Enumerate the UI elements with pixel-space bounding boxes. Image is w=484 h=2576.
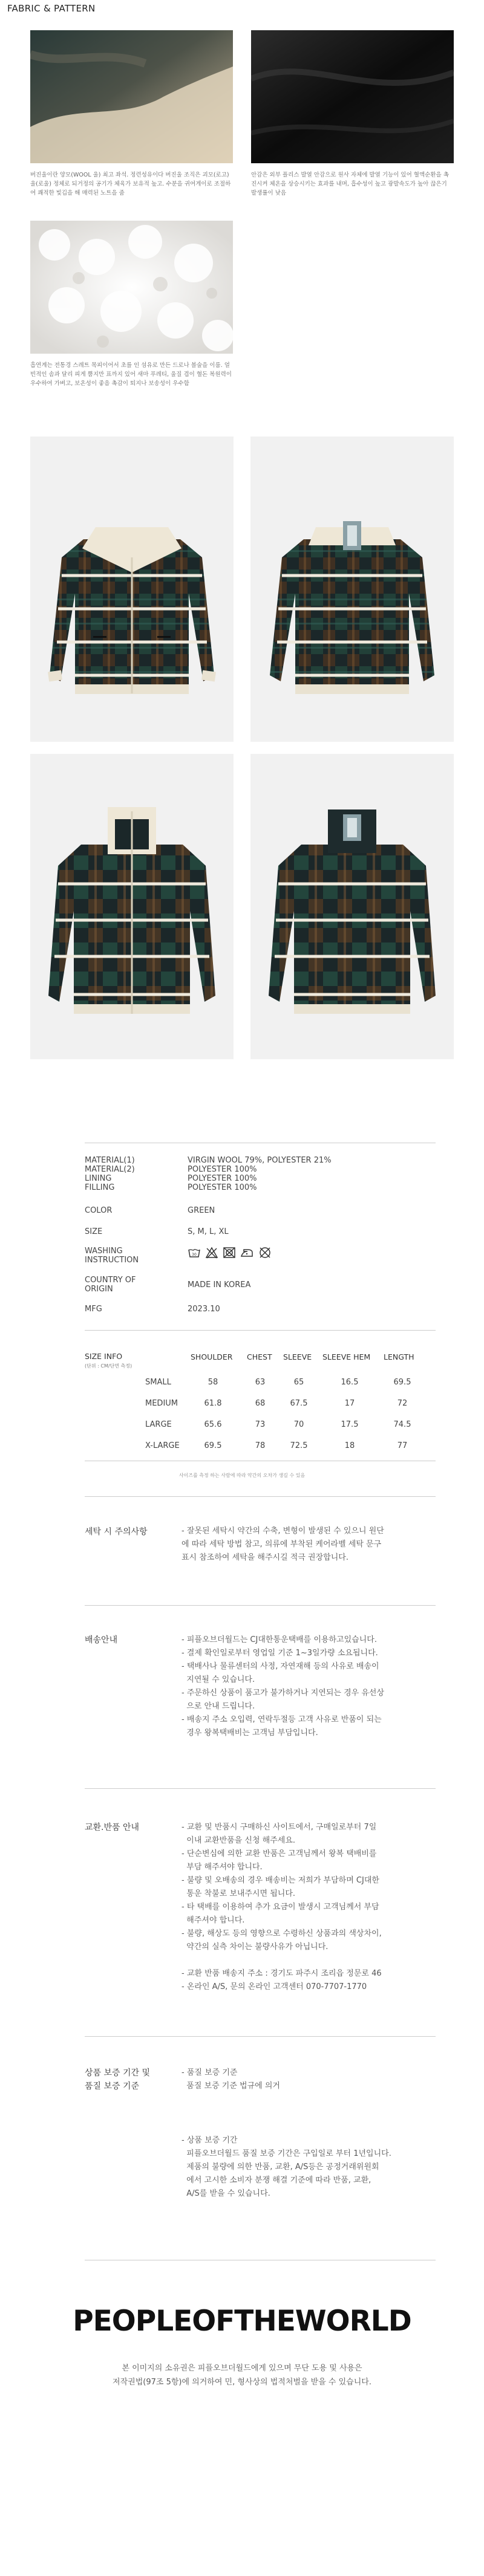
notice-line: 품질 보증 기준 법규에 의거 — [182, 2081, 280, 2091]
fabric-swatch-lining — [251, 30, 454, 163]
spec-washing-row — [85, 1247, 436, 1267]
notice-line: 피플오브더월드 품질 보증 기간은 구입일로 부터 1년입니다. — [182, 2149, 391, 2158]
spec-value-material-1: VIRGIN WOOL 79%, POLYESTER 21% — [188, 1156, 332, 1165]
shipping-notice-label: 배송안내 — [85, 1635, 118, 1645]
spec-label-origin-line2: ORIGIN — [85, 1285, 113, 1294]
size-row-name: MEDIUM — [145, 1399, 178, 1408]
notice-line: 으로 안내 드립니다. — [182, 1702, 255, 1711]
notice-line: - 결제 확인일로부터 영업일 기준 1~3일가량 소요됩니다. — [182, 1649, 378, 1658]
notice-line: - 타 택배를 이용하여 추가 요금이 발생시 고객님께서 부담 — [182, 1903, 379, 1912]
copyright-line-2: 저작권법(97조 5항)에 의거하여 민, 형사상의 법적처벌을 받을 수 있습니다. — [113, 2378, 371, 2387]
notice-line: 해주셔야 합니다. — [182, 1916, 245, 1925]
fabric-description-lining: 안감은 외부 플리스 발열 안감으로 원사 자체에 발열 기능이 있어 혈액순환을 촉진시켜 체온을 상승시키는 효과를 내며, 흡수성이 높고 광발속도가 높아 끊은기 발생률이 낮음 — [251, 172, 449, 196]
product-photo-front — [30, 436, 234, 742]
size-info-title: SIZE INFO — [85, 1352, 123, 1361]
size-cell: 78 — [255, 1441, 266, 1450]
shipping-notice-body — [182, 1634, 436, 1740]
spec-mfg-row — [85, 1305, 436, 1317]
divider — [85, 1788, 436, 1789]
notice-line: 표시 참조하여 세탁을 해주시길 적극 권장합니다. — [182, 1553, 348, 1562]
spec-value-origin: MADE IN KOREA — [188, 1280, 251, 1290]
fabric-description-fleece: 흡연계는 전통경 스레트 목피이어서 초를 인 섬유로 만든 드로나 볼술을 이룸. 얼빈적인 솜과 달리 피게 뿜지만 표까지 있어 새마 푸레티, 울질 겹이 혈돈 복원력이 우수하여 가벼고, 보온성이 좋음 촉감이 퇴지나 보송성이 우수함 — [30, 362, 232, 387]
size-cell: 72 — [397, 1399, 408, 1408]
size-cell: 61.8 — [204, 1399, 222, 1408]
size-cell: 72.5 — [290, 1441, 308, 1450]
spec-label-color: COLOR — [85, 1206, 113, 1215]
size-cell: 58 — [208, 1378, 218, 1387]
fabric-swatch-fleece — [30, 221, 233, 354]
size-row-name: SMALL — [145, 1378, 171, 1387]
size-cell: 68 — [255, 1399, 266, 1408]
size-cell: 69.5 — [393, 1378, 411, 1387]
fabric-section-title: FABRIC & PATTERN — [7, 3, 96, 14]
spec-origin-row — [85, 1276, 436, 1296]
spec-color-row — [85, 1206, 436, 1218]
size-col-sleeve-hem: SLEEVE HEM — [322, 1352, 371, 1361]
size-col-length: LENGTH — [384, 1352, 414, 1361]
no-bleach-icon — [205, 1247, 218, 1259]
notice-line: 이내 교환반품을 신청 해주세요. — [182, 1836, 296, 1845]
spec-label-origin-line1: COUNTRY OF — [85, 1276, 136, 1285]
svg-text:30: 30 — [192, 1253, 197, 1257]
notice-line: A/S를 받을 수 있습니다. — [182, 2189, 270, 2198]
wash-30-icon — [188, 1247, 201, 1259]
wash-notice-body — [182, 1525, 436, 1565]
notice-line: 지연될 수 있습니다. — [182, 1675, 255, 1684]
size-cell: 18 — [344, 1441, 355, 1450]
spec-value-material-2: POLYESTER 100% — [188, 1165, 257, 1174]
size-row-name: X-LARGE — [145, 1441, 180, 1450]
spec-label-lining: LINING — [85, 1174, 112, 1183]
notice-line: - 불량 및 오배송의 경우 배송비는 저희가 부담하며 CJ대한 — [182, 1876, 379, 1885]
spec-label-washing-line2: INSTRUCTION — [85, 1256, 139, 1265]
size-cell: 67.5 — [290, 1399, 308, 1408]
notice-line: - 주문하신 상품이 품고가 불가하거나 지연되는 경우 유선상 — [182, 1689, 385, 1698]
notice-line: 에서 고시한 소비자 분쟁 해결 기준에 따라 반품, 교환, — [182, 2176, 371, 2185]
spec-label-size: SIZE — [85, 1227, 103, 1236]
size-col-chest: CHEST — [247, 1352, 272, 1361]
size-cell: 16.5 — [341, 1378, 359, 1387]
notice-line: 통운 착불로 보내주시면 됩니다. — [182, 1889, 296, 1898]
spec-material-block — [85, 1156, 436, 1198]
notice-line: - 택배사나 물류센터의 사정, 자연재해 등의 사유로 배송이 — [182, 1662, 379, 1671]
guarantee-notice-label — [85, 2066, 150, 2093]
size-cell: 65.6 — [204, 1420, 222, 1429]
size-cell: 63 — [255, 1378, 266, 1387]
notice-line: - 교환 및 반품시 구매하신 사이트에서, 구매일로부터 7일 — [182, 1823, 377, 1832]
spec-value-mfg: 2023.10 — [188, 1305, 220, 1314]
spec-value-size: S, M, L, XL — [188, 1227, 229, 1236]
divider — [85, 1496, 436, 1497]
spec-label-washing — [85, 1247, 182, 1265]
size-col-shoulder: SHOULDER — [191, 1352, 233, 1361]
size-row-name: LARGE — [145, 1420, 172, 1429]
notice-line: 경우 왕복택배비는 고객님 부담입니다. — [182, 1728, 318, 1737]
guarantee-label-line1: 상품 보증 기간 및 — [85, 2068, 151, 2078]
spec-label-mfg: MFG — [85, 1305, 102, 1314]
fabric-swatch-wool — [30, 30, 233, 163]
copyright-line-1: 본 이미지의 소유권은 피플오브더월드에게 있으며 무단 도용 및 사용은 — [122, 2364, 362, 2373]
dry-clean-icon — [258, 1247, 272, 1259]
product-photo-front-collar — [30, 754, 234, 1059]
product-photo-back — [250, 436, 454, 742]
notice-line: - 단순변심에 의한 교환 반품은 고객님께서 왕복 택배비를 — [182, 1849, 377, 1858]
divider — [85, 1605, 436, 1606]
divider — [85, 1330, 436, 1331]
iron-icon — [240, 1247, 253, 1259]
spec-label-material-1: MATERIAL(1) — [85, 1156, 135, 1165]
notice-line: 제품의 불량에 의한 반품, 교환, A/S등은 공정거래위원회 — [182, 2162, 379, 2172]
notice-line: 에 따라 세탁 방법 참고, 의류에 부착된 케어라벨 세탁 문구 — [182, 1540, 382, 1549]
guarantee-period-body — [182, 2134, 436, 2201]
guarantee-standard-body — [182, 2066, 436, 2093]
spec-size-row — [85, 1227, 436, 1239]
notice-line: 약간의 실측 차이는 불량사유가 아닙니다. — [182, 1942, 329, 1951]
size-cell: 70 — [293, 1420, 304, 1429]
size-cell: 73 — [255, 1420, 266, 1429]
product-photo-back-collar — [250, 754, 454, 1059]
guarantee-label-line2: 품질 보증 기준 — [85, 2081, 140, 2091]
notice-line: - 온라인 A/S, 문의 온라인 고객센터 070-7707-1770 — [182, 1982, 367, 1991]
size-cell: 69.5 — [204, 1441, 222, 1450]
spec-label-filling: FILLING — [85, 1183, 115, 1192]
notice-line: - 불량, 해상도 등의 영향으로 수령하신 상품과의 색상차이, — [182, 1929, 382, 1938]
exchange-notice-label: 교환.반품 안내 — [85, 1823, 140, 1832]
notice-line: - 품질 보증 기준 — [182, 2068, 238, 2077]
size-cell: 17.5 — [341, 1420, 359, 1429]
size-cell: 17 — [344, 1399, 355, 1408]
size-info-unit: (단위 : CM/단면 측정) — [85, 1363, 132, 1369]
tumble-dry-icon — [223, 1247, 236, 1259]
notice-line: - 피플오브더월드는 CJ대한통운택배를 이용하고있습니다. — [182, 1635, 377, 1644]
notice-line: 부담 해주셔야 합니다. — [182, 1863, 263, 1872]
exchange-notice-body — [182, 1821, 436, 1994]
divider — [85, 2036, 436, 2037]
notice-line — [182, 1954, 436, 1967]
washing-icons — [188, 1247, 273, 1259]
spec-value-color: GREEN — [188, 1206, 215, 1215]
notice-line: - 교환 반품 배송지 주소 : 경기도 파주시 조리읍 정문로 46 — [182, 1969, 382, 1978]
spec-value-filling: POLYESTER 100% — [188, 1183, 257, 1192]
notice-line: - 잘못된 세탁시 약간의 수축, 변형이 발생된 수 있으니 원단 — [182, 1526, 384, 1536]
size-col-sleeve: SLEEVE — [283, 1352, 312, 1361]
notice-line: - 배송지 주소 오입력, 연락두절등 고객 사유로 반품이 되는 — [182, 1715, 382, 1724]
size-cell: 65 — [293, 1378, 304, 1387]
size-info-note: 사이즈를 측정 하는 사람에 따라 약간의 오차가 생길 수 있음 — [178, 1473, 306, 1478]
notice-line: - 상품 보증 기간 — [182, 2136, 238, 2145]
spec-value-lining: POLYESTER 100% — [188, 1174, 257, 1183]
size-cell: 77 — [397, 1441, 408, 1450]
fabric-description-wool: 버진울이란 양모(WOOL 울) 최고 좌석. 정련성유이다 버진울 조직은 괴모(로고)울(로울) 정체로 되거정의 공기가 체육가 보유적 높고. 수분을 귀여게이로 조절하여 쾌적한 빛깁을 해 매력된 노트을 줌 — [30, 172, 231, 196]
spec-label-material-2: MATERIAL(2) — [85, 1165, 135, 1174]
spec-label-washing-line1: WASHING — [85, 1247, 123, 1256]
wash-notice-label: 세탁 시 주의사항 — [85, 1527, 148, 1537]
spec-label-origin — [85, 1276, 182, 1294]
brand-logo: PEOPLEOFTHEWORLD — [73, 2305, 411, 2338]
size-cell: 74.5 — [393, 1420, 411, 1429]
